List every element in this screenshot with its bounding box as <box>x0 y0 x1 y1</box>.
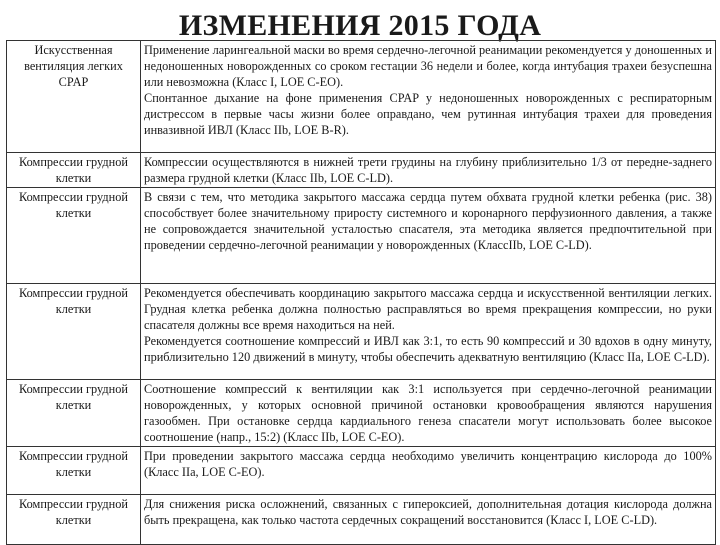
row-topic: Компрессии грудной клетки <box>7 153 141 188</box>
table-row <box>7 495 716 545</box>
row-recommendation <box>141 284 716 380</box>
row-recommendation <box>141 447 716 495</box>
row-recommendation <box>141 188 716 284</box>
row-recommendation <box>141 41 716 153</box>
row-topic: Компрессии грудной клетки <box>7 380 141 447</box>
row-topic: Компрессии грудной клетки <box>7 284 141 380</box>
table-row <box>7 41 716 153</box>
changes-table <box>6 40 716 545</box>
recommendation-paragraph: Спонтанное дыхание на фоне применения CPAP у недоношенных новорожденных с респираторным дистрессом в первые часы жизни более оправдано, чем рутинная интубация трахеи для проведения инвазивной ИВЛ (Класс IIb, LOE B-R). <box>144 91 712 137</box>
table-row <box>7 153 716 188</box>
row-topic: Компрессии грудной клетки <box>7 447 141 495</box>
table-row <box>7 188 716 284</box>
recommendation-paragraph: Соотношение компрессий к вентиляции как 3:1 используется при сердечно-легочной реанимации новорожденных, у которых основной причиной остановки кровообращения являются нарушения газообмен. При остановке сердца кардиального генеза спасатели могут использовать более высокое соотношение (напр., 15:2) (Класс IIb, LOE C-EO). <box>144 382 712 444</box>
recommendation-paragraph: Применение ларингеальной маски во время сердечно-легочной реанимации рекомендуется у доношенных и недоношенных новорожденных со сроком гестации 36 недели и более, когда интубация трахеи безуспешна или невозможна (Класс I, LOE C-EO). <box>144 43 712 89</box>
recommendation-paragraph: В связи с тем, что методика закрытого массажа сердца путем обхвата грудной клетки ребенка (рис. 38) способствует более значительному приросту системного и коронарного перфузионного давления, а также не сопровождается значительной усталостью спасателя, эта методика является предпочтительной при проведении сердечно-легочной реанимации у новорожденных (КлассIIb, LOE C-LD). <box>144 190 712 252</box>
changes-table-body <box>7 41 716 545</box>
row-recommendation <box>141 153 716 188</box>
recommendation-paragraph: Рекомендуется обеспечивать координацию закрытого массажа сердца и искусственной вентиляции легких. Грудная клетка ребенка должна полностью расправляться во время прекращения компрессии, но руки спасателя должны все время находиться на ней. <box>144 286 712 332</box>
row-topic: Искусственная вентиляция легких CPAP <box>7 41 141 153</box>
page-title: ИЗМЕНЕНИЯ 2015 ГОДА <box>178 9 542 42</box>
row-recommendation <box>141 380 716 447</box>
row-recommendation <box>141 495 716 545</box>
recommendation-paragraph: При проведении закрытого массажа сердца необходимо увеличить концентрацию кислорода до 100% (Класс IIa, LOE C-EO). <box>144 449 712 479</box>
row-topic: Компрессии грудной клетки <box>7 188 141 284</box>
table-row <box>7 380 716 447</box>
recommendation-paragraph: Для снижения риска осложнений, связанных с гипероксией, дополнительная дотация кислорода должна быть прекращена, как только частота сердечных сокращений восстановится (Класс I, LOE C-LD). <box>144 497 712 527</box>
recommendation-paragraph: Рекомендуется соотношение компрессий и ИВЛ как 3:1, то есть 90 компрессий и 30 вдохов в одну минуту, приблизительно 120 движений в минуту, чтобы обеспечить адекватную вентиляцию (Класс IIa, LOE C-LD). <box>144 334 712 364</box>
table-row <box>7 284 716 380</box>
table-row <box>7 447 716 495</box>
row-topic: Компрессии грудной клетки <box>7 495 141 545</box>
recommendation-paragraph: Компрессии осуществляются в нижней трети грудины на глубину приблизительно 1/3 от передне-заднего размера грудной клетки (Класс IIb, LOE C-LD). <box>144 155 712 185</box>
